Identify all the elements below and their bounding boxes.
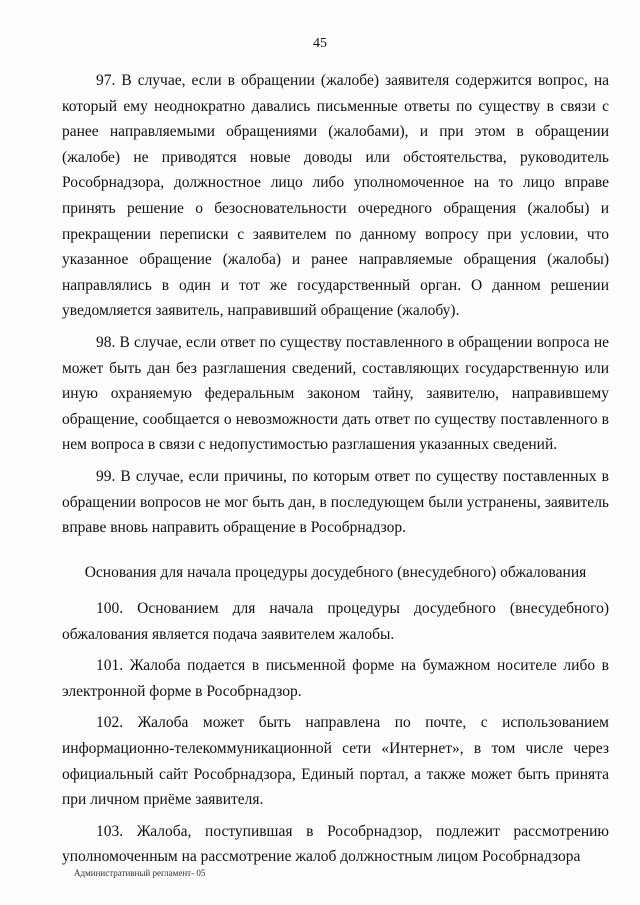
paragraphs-top <box>62 68 609 541</box>
paragraph-102: 102. Жалоба может быть направлена по почте, с использованием информационно-телекоммуникационной сети «Интернет», в том числе через официальный сайт Рособрнадзора, Единый портал, а также может быть принята при личном приёме заявителя. <box>62 714 609 809</box>
paragraph-98: 98. В случае, если ответ по существу поставленного в обращении вопроса не может быть дан без разглашения сведений, составляющих государственную или иную охраняемую федеральным законом тайну, заявителю, направившему обращение, сообщается о невозможности дать ответ по существу поставленного в нем вопроса в связи с недопустимостью разглашения указанных сведений. <box>62 333 609 454</box>
paragraph-101: 101. Жалоба подается в письменной форме на бумажном носителе либо в электронной форме в Рособрнадзор. <box>62 657 609 700</box>
footer-note: Административный регламент- 05 <box>74 868 206 878</box>
section-heading: Основания для начала процедуры досудебного (внесудебного) обжалования <box>84 564 587 581</box>
paragraph-103: 103. Жалоба, поступившая в Рособрнадзор, подлежит рассмотрению уполномоченным на рассмотрение жалоб должностным лицом Рособрнадзора <box>62 822 609 866</box>
paragraph-97: 97. В случае, если в обращении (жалобе) заявителя содержится вопрос, на который ему неоднократно давались письменные ответы по существу в связи с ранее направляемыми обращениями (жалобами), и при этом в обращении (жалобе) не приводятся новые доводы или обстоятельства, руководитель Рособрнадзора, должностное лицо либо уполномоченное на то лицо вправе принять решение о безосновательности очередного обращения (жалобы) и прекращении переписки с заявителем по данному вопросу при условии, что указанное обращение (жалоба) и ранее направляемые обращения (жалобы) направлялись в один и тот же государственный орган. О данном решении уведомляется заявитель, направивший обращение (жалобу). <box>62 72 609 320</box>
paragraphs-bottom <box>62 596 609 870</box>
paragraph-100: 100. Основанием для начала процедуры досудебного (внесудебного) обжалования является подача заявителем жалобы. <box>62 600 609 643</box>
paragraph-99: 99. В случае, если причины, по которым ответ по существу поставленных в обращении вопросов не мог быть дан, в последующем были устранены, заявитель вправе вновь направить обращение в Рособрнадзор. <box>62 467 609 537</box>
page-number: 45 <box>313 36 327 51</box>
